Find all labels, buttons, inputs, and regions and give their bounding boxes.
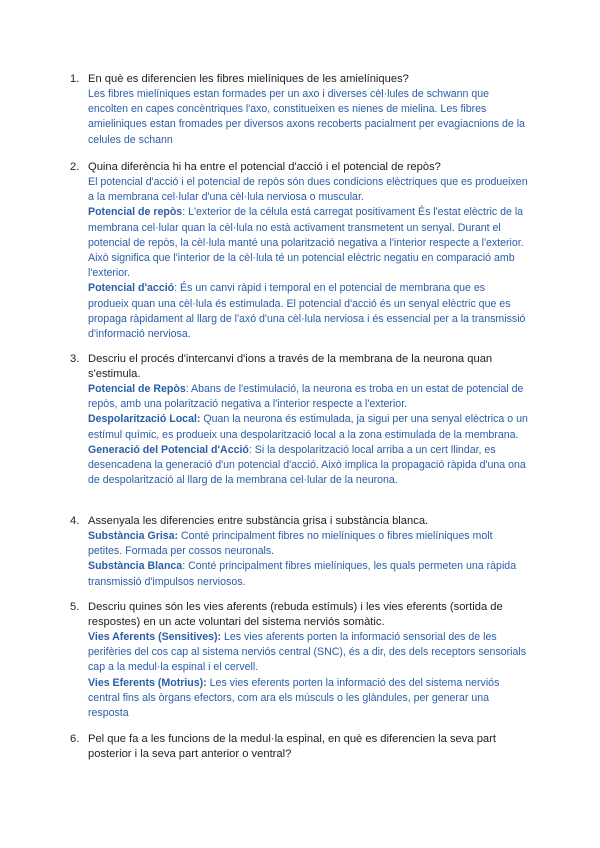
answer-term: Potencial d'acció [88, 282, 175, 295]
question-2 [70, 160, 528, 342]
question-number: 5. [70, 601, 80, 613]
answer-term: Despolarització Local: [88, 413, 201, 426]
question-text: Descriu quines són les vies aferents (rebuda estímuls) i les vies eferents (sortida de respostes) en un acte voluntari del sistema nerviós somàtic. [88, 601, 503, 628]
question-3 [70, 352, 528, 488]
question-number: 1. [70, 73, 80, 85]
answer-text: : Abans de l'estimulació, la neurona es troba en un estat de potencial de repòs, amb una polarització negativa a l'interior respecte a l'exterior. [88, 383, 524, 411]
question-6 [70, 732, 528, 762]
question-4 [70, 514, 528, 590]
answer-paragraph [88, 281, 528, 342]
question-1 [70, 72, 528, 148]
answer-term: Generació del Potencial d'Acció [88, 443, 249, 456]
question-5 [70, 600, 528, 721]
answer-term: Potencial de repòs [88, 206, 183, 219]
answer-paragraph [88, 382, 528, 412]
question-text: Assenyala les diferencies entre substància grisa i substància blanca. [88, 515, 429, 527]
answer-paragraph [88, 676, 528, 722]
question-text: En què es diferencien les fibres mielíniques de les amielíniques? [88, 73, 409, 85]
question-text: Descriu el procés d'intercanvi d'ions a través de la membrana de la neurona quan s'estimula. [88, 353, 493, 380]
answer-term: Substància Grisa: [88, 530, 179, 542]
answer-text: : Si la despolarització local arriba a un cert llindar, es desencadena la generació d'un potencial d'acció. Això implica la propagació ràpida d'una ona de despolarització al llarg de la membrana cel·lular de la neurona. [88, 443, 526, 487]
answer-term: Potencial de Repòs [88, 383, 186, 395]
answer-text: : És un canvi ràpid i temporal en el potencial de membrana que es produeix quan una cèl·lula és estimulada. El potencial d'acció és un senyal elèctric que es propaga ràpidament al llarg de l'axó d'una cèl·lula nerviosa i és essencial per a la transmissió d'informació nerviosa. [88, 282, 526, 341]
answer-paragraph [88, 175, 528, 205]
answer-term: Substància Blanca [88, 560, 183, 573]
answer-text: El potencial d'acció i el potencial de repòs són dues condicions elèctriques que es produeixen a la membrana cel·lular d'una cèl·lula nerviosa o muscular. [88, 176, 528, 204]
question-number: 2. [70, 161, 80, 173]
question-text: Quina diferència hi ha entre el potencial d'acció i el potencial de repòs? [88, 161, 441, 173]
answer-text: Conté principalment fibres no mielíniques o fibres mielíniques molt petites. Formada per cossos neuronals. [88, 530, 493, 558]
answer-text: Les vies eferents porten la informació des del sistema nerviós central fins als òrgans efectors, com ara els músculs o les glàndules, per generar una resposta [88, 676, 500, 720]
question-text: Pel que fa a les funcions de la medul·la espinal, en què es diferencien la seva part posterior i la seva part anterior o ventral? [88, 733, 496, 760]
answer-text: Quan la neurona és estimulada, ja sigui per una senyal elèctrica o un estímul químic, es produeix una despolarització local a la zona estimulada de la membrana. [88, 413, 528, 441]
answer-term: Vies Aferents (Sensitives): [88, 631, 222, 643]
answer-text: : L'exterior de la célula está carregat positivament És l'estat elèctric de la membrana cel·lular quan la cèl·lula no està activament transmetent un senyal. Durant el potencial de repòs, la cèl·lula manté una polarització negativa a l'interior respecte a l'exterior. Això significa que l'interior de la cèl·lula té un potencial elèctric negatiu en comparació amb l'exterior. [88, 206, 524, 280]
question-number: 3. [70, 353, 80, 365]
answer-paragraph [88, 630, 528, 676]
answer-text: Les vies aferents porten la informació sensorial des de les perifèries del cos cap al sistema nerviós central (SNC), és a dir, des dels receptors sensorials cap a la medul·la espinal i el cervell. [88, 631, 527, 674]
answer-term: Vies Eferents (Motrius): [88, 676, 207, 689]
answer-paragraph [88, 412, 528, 442]
answer-paragraph [88, 87, 528, 148]
question-number: 6. [70, 733, 80, 745]
answer-text: : Conté principalment fibres mielíniques, les quals permeten una ràpida transmissió d'impulsos nerviosos. [88, 560, 517, 588]
answer-text: Les fibres mielíniques estan formades per un axo i diverses cèl·lules de schwann que encolten en capes concèntriques l'axo, constitueixen es nienes de mielina. Les fibres amieliniques estan fromades per diversos axons recoberts pacialment per evagiacnions de la celules de schann [88, 88, 525, 146]
answer-paragraph [88, 559, 528, 589]
answer-paragraph [88, 443, 528, 489]
answer-paragraph [88, 205, 528, 281]
answer-paragraph [88, 529, 528, 559]
question-number: 4. [70, 515, 80, 527]
